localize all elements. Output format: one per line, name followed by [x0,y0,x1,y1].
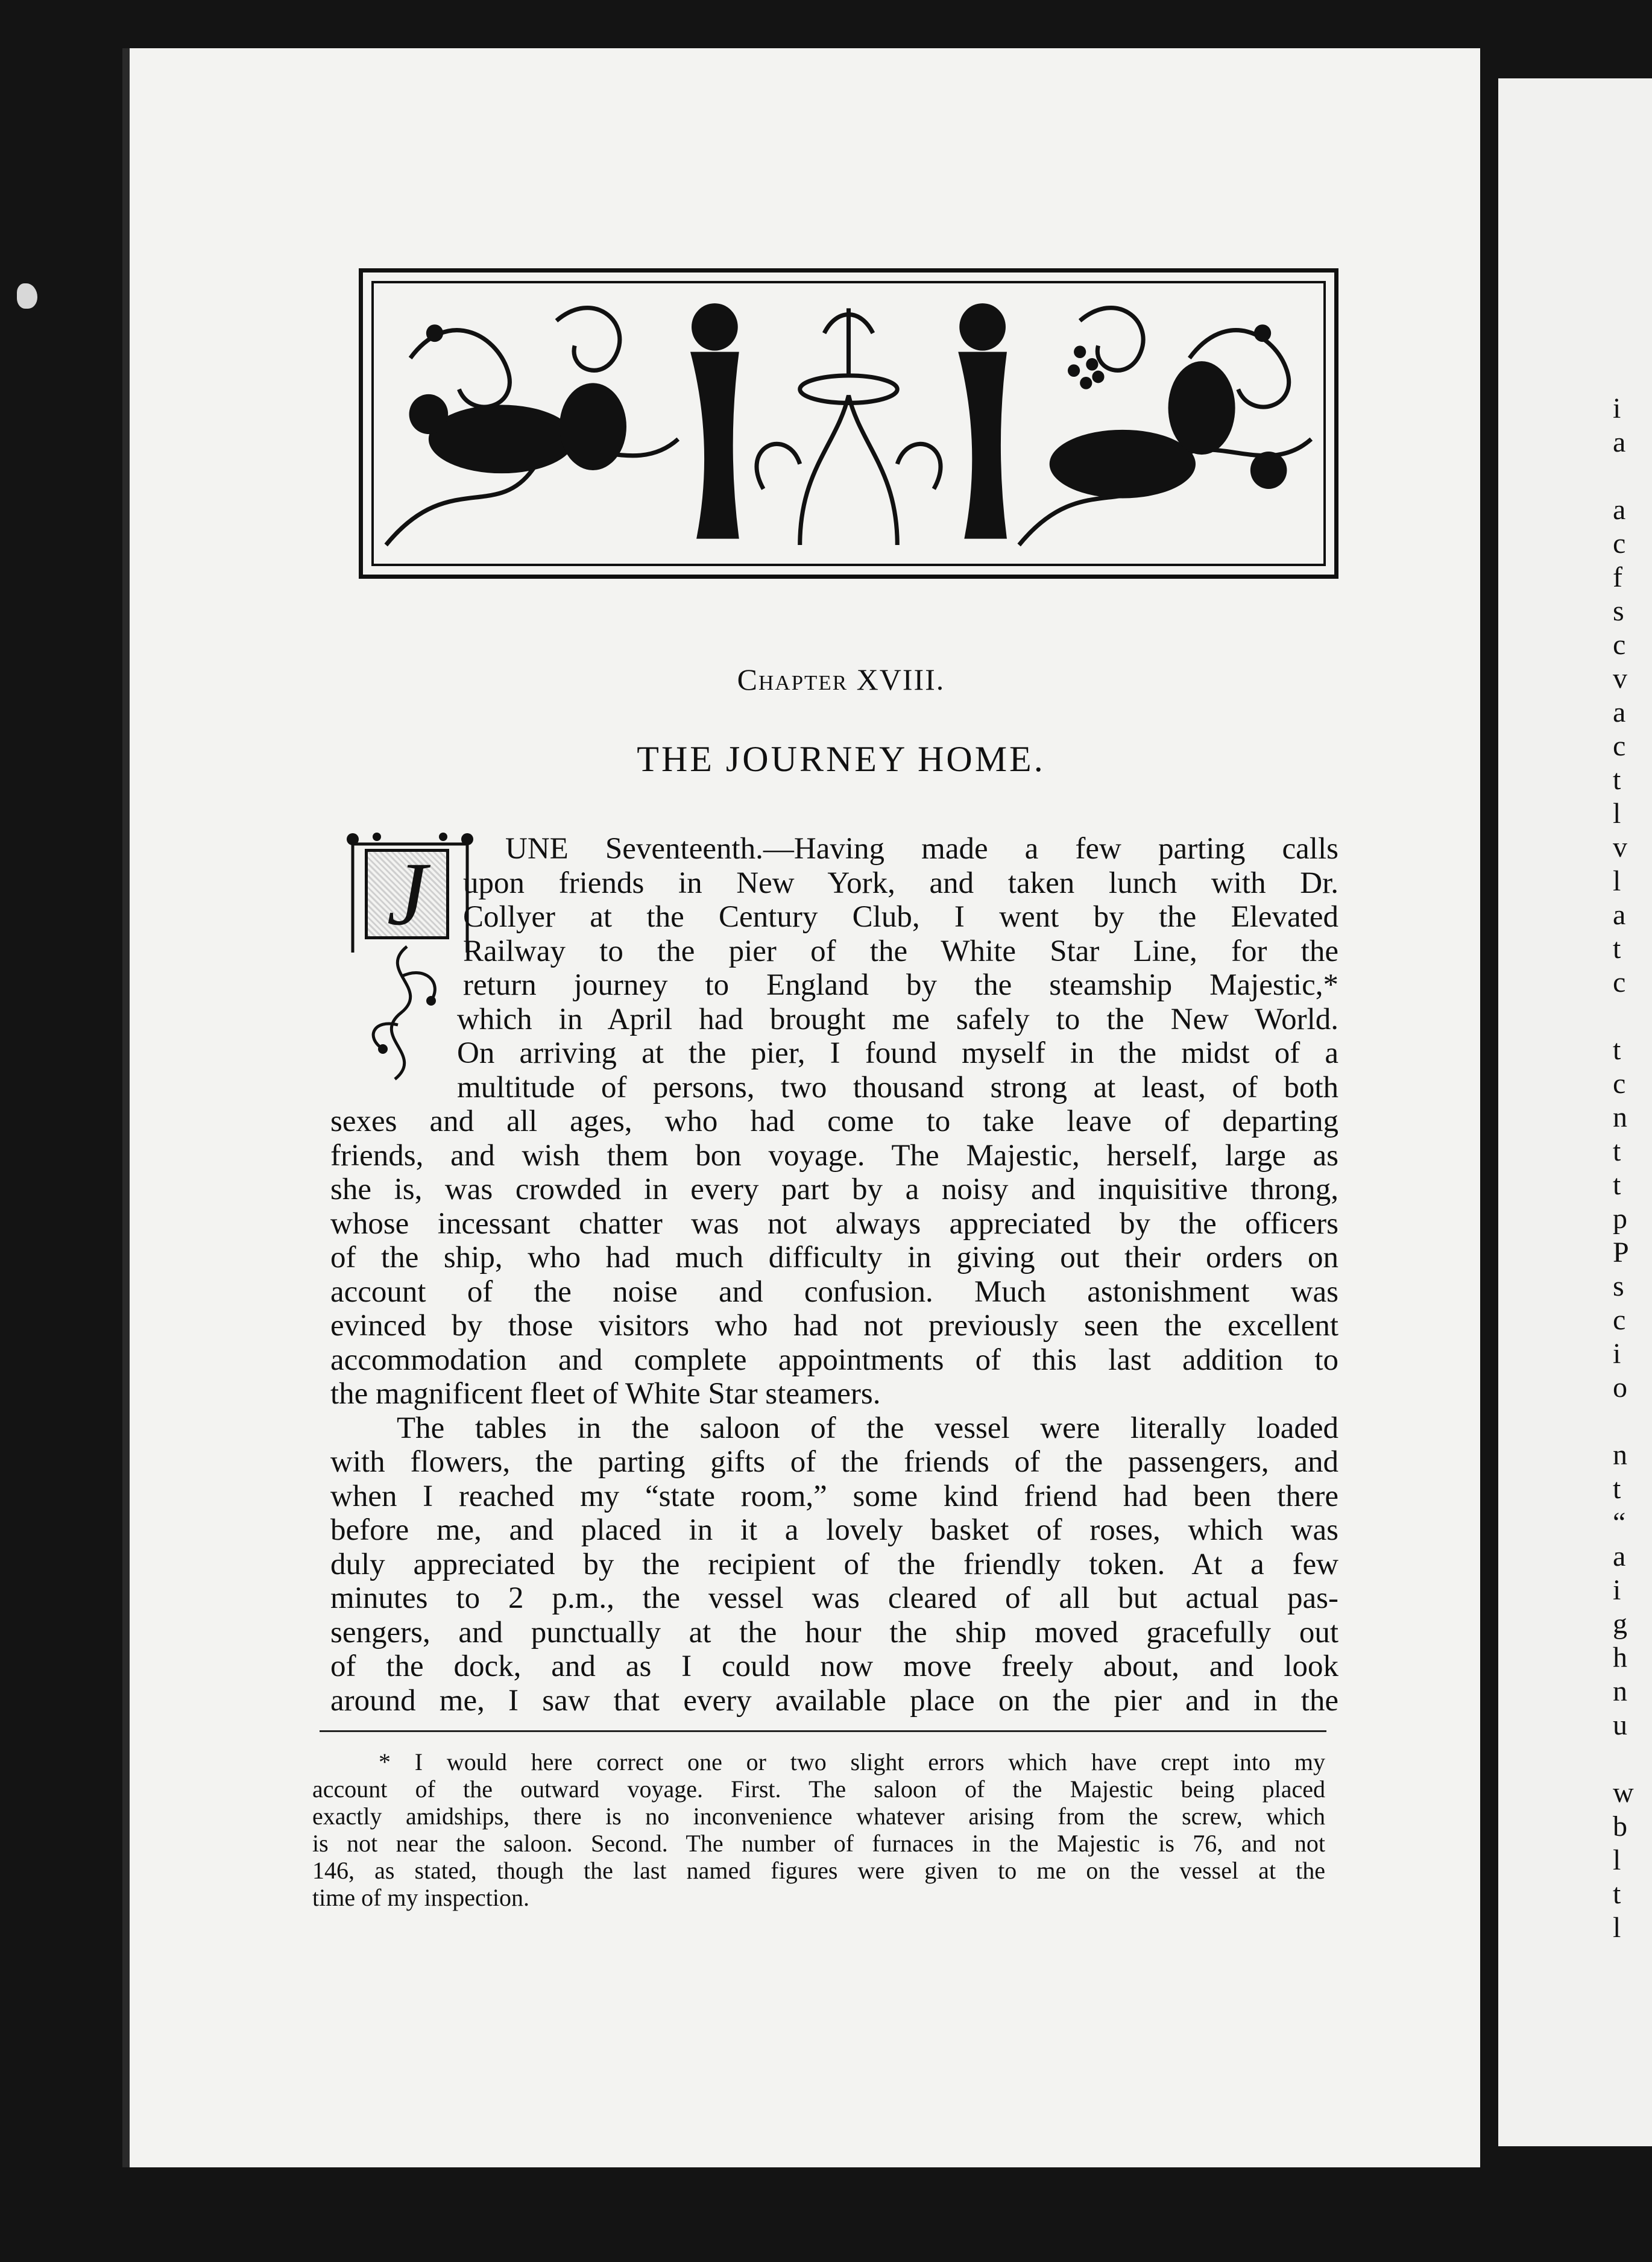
facing-page-fragment: t [1613,1135,1621,1167]
footnote-line: 146, as stated, though the last named figures were given to me on the vessel at the [312,1857,1325,1884]
facing-page-fragment [1613,1000,1652,1033]
text-line: Railway to the pier of the White Star Line, for the [463,934,1338,968]
paragraph-1 [330,832,1338,1411]
text-line: which in April had brought me safely to the New World. [457,1002,1338,1036]
facing-page-fragment: P [1613,1237,1629,1268]
facing-page-fragment: a [1613,899,1626,931]
facing-page-fragment: s [1613,1270,1624,1302]
footnote-line: time of my inspection. [312,1884,529,1911]
facing-page-fragment: g [1613,1608,1627,1640]
facing-page-fragment: v [1613,663,1627,695]
footnote [312,1748,1325,1911]
text-line: evinced by those visitors who had not previously seen the excellent [330,1309,1338,1343]
facing-page-fragment: i [1613,1338,1621,1370]
cherubs-ornament-icon [374,283,1323,564]
facing-page-fragment: p [1613,1203,1627,1235]
text-line: with flowers, the parting gifts of the friends of the passengers, and [330,1445,1338,1479]
facing-page-fragment: a [1613,426,1626,458]
facing-page-fragment: v [1613,831,1627,863]
text-line: account of the noise and confusion. Much astonishment was [330,1274,1338,1309]
facing-page-fragment: n [1613,1675,1627,1707]
text-line: whose incessant chatter was not always appreciated by the officers [330,1206,1338,1241]
text-line: when I reached my “state room,” some kind friend had been there [330,1479,1338,1513]
text-line: she is, was crowded in every part by a noisy and inquisitive throng, [330,1173,1338,1206]
paragraph-2 [330,1411,1338,1718]
text-line: minutes to 2 p.m., the vessel was cleared of all but actual pas- [330,1581,1338,1615]
facing-page-fragment: f [1613,561,1622,593]
facing-page-fragment: w [1613,1777,1634,1809]
facing-page-fragment: c [1613,629,1626,661]
facing-page-fragment: t [1613,1878,1621,1910]
text-line: before me, and placed in it a lovely basket of roses, which was [330,1513,1338,1547]
facing-page-fragment: h [1613,1642,1627,1674]
text-line: sengers, and punctually at the hour the ship moved gracefully out [330,1615,1338,1649]
drop-cap-letter: J [365,849,449,939]
text-line: On arriving at the pier, I found myself in the midst of a [457,1036,1338,1070]
footnote-line: is not near the saloon. Second. The number of furnaces in the Majestic is 76, and not [312,1830,1325,1857]
facing-page-fragment: l [1613,1912,1621,1944]
text-line: Collyer at the Century Club, I went by the Elevated [463,900,1338,934]
facing-page-fragment: t [1613,764,1621,796]
facing-page-fragment [1613,459,1652,493]
facing-page-fragment: l [1613,1844,1621,1876]
text-line: return journey to England by the steamship Majestic,* [463,968,1338,1002]
facing-page-text-fragments [1613,392,1652,1945]
facing-page-fragment: c [1613,528,1626,559]
text-line: the magnificent fleet of White Star steamers. [330,1377,881,1411]
facing-page-fragment: c [1613,730,1626,762]
chapter-title: THE JOURNEY HOME. [637,739,1045,779]
facing-page-fragment: o [1613,1372,1627,1404]
facing-page-fragment [1613,1405,1652,1438]
ornamental-header-banner [359,268,1338,579]
footnote-line: * I would here correct one or two slight errors which have crept into my [379,1748,1325,1775]
facing-page-fragment: a [1613,696,1626,728]
footnote-line: account of the outward voyage. First. The saloon of the Majestic being placed [312,1775,1325,1803]
facing-page-fragment: t [1613,1169,1621,1201]
text-line: The tables in the saloon of the vessel were literally loaded [397,1411,1338,1445]
facing-page-fragment: n [1613,1101,1627,1133]
facing-page-fragment [1613,1742,1652,1776]
text-line: of the dock, and as I could now move freely about, and look [330,1649,1338,1683]
facing-page-fragment: u [1613,1709,1627,1741]
text-line: UNE Seventeenth.—Having made a few parting calls [505,832,1338,866]
page-binding-edge [124,48,130,2167]
text-line: of the ship, who had much difficulty in giving out their orders on [330,1241,1338,1274]
facing-page-fragment: l [1613,865,1621,897]
facing-page-fragment: “ [1613,1507,1626,1539]
facing-page-fragment: t [1613,1473,1621,1505]
facing-page-fragment: a [1613,494,1626,526]
text-line: around me, I saw that every available place on the pier and in the [330,1683,1338,1718]
facing-page-fragment: s [1613,595,1624,627]
facing-page-fragment: c [1613,1304,1626,1336]
chapter-heading: Chapter XVIII. [737,663,945,696]
text-line: duly appreciated by the recipient of the friendly token. At a few [330,1547,1338,1581]
facing-page-fragment: i [1613,1574,1621,1606]
text-line: friends, and wish them bon voyage. The Majestic, herself, large as [330,1138,1338,1173]
footnote-line: exactly amidships, there is no inconvenience whatever arising from the screw, which [312,1803,1325,1830]
text-line: multitude of persons, two thousand strong at least, of both [457,1070,1338,1104]
facing-page-fragment: c [1613,966,1626,998]
text-line: accommodation and complete appointments of this last addition to [330,1343,1338,1377]
facing-page-fragment: b [1613,1810,1627,1842]
scan-speck [17,283,37,309]
facing-page-fragment: i [1613,392,1621,424]
text-line: upon friends in New York, and taken lunch with Dr. [463,866,1338,900]
footnote-divider [320,1730,1326,1732]
facing-page [1498,78,1652,2146]
facing-page-fragment: t [1613,1034,1621,1066]
facing-page-fragment: a [1613,1540,1626,1572]
text-line: sexes and all ages, who had come to take leave of departing [330,1104,1338,1138]
facing-page-fragment: c [1613,1068,1626,1100]
facing-page-fragment: t [1613,933,1621,965]
facing-page-fragment: n [1613,1439,1627,1471]
chapter-body [330,832,1338,1718]
facing-page-fragment: l [1613,798,1621,830]
